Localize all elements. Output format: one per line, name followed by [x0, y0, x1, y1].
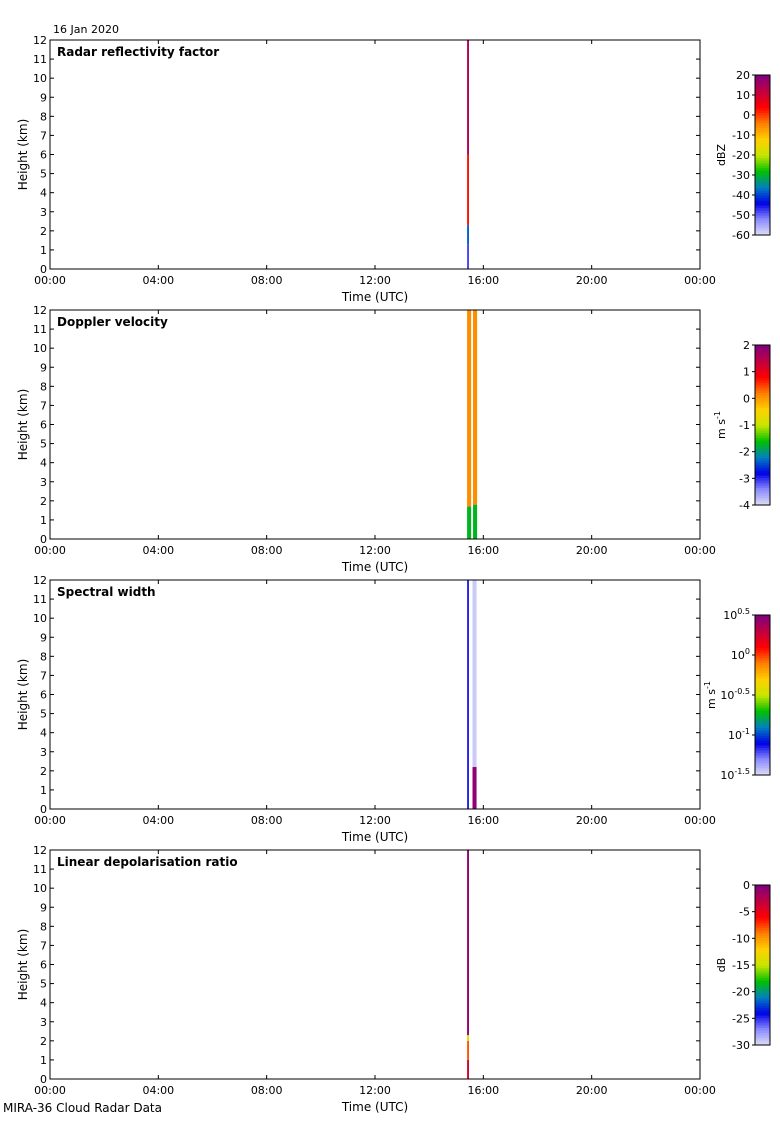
- footer-label: MIRA-36 Cloud Radar Data: [3, 1101, 162, 1115]
- x-tick-label: 20:00: [575, 814, 608, 827]
- plot-frame: [50, 850, 700, 1079]
- y-tick-label: 12: [33, 574, 47, 587]
- colorbar-tick-label: -1: [739, 419, 750, 432]
- y-tick-label: 0: [40, 1073, 47, 1086]
- y-tick-label: 1: [40, 513, 47, 527]
- colorbar-tick-label: -3: [739, 472, 750, 486]
- colorbar-unit-label: dBZ: [715, 143, 728, 167]
- y-tick-label: 6: [40, 688, 47, 702]
- x-axis-label: Time (UTC): [341, 290, 409, 304]
- x-tick-label: 12:00: [359, 544, 391, 557]
- panel-4: [16, 844, 770, 1114]
- colorbar-tick-label: -5: [739, 905, 750, 919]
- colorbar-tick-label: 1: [743, 365, 750, 379]
- y-tick-label: 3: [40, 1015, 47, 1029]
- x-tick-label: 04:00: [142, 1084, 175, 1097]
- y-tick-label: 2: [40, 764, 47, 778]
- y-tick-label: 11: [33, 53, 47, 67]
- y-tick-label: 2: [40, 494, 47, 508]
- colorbar-tick-label: 10: [736, 89, 750, 102]
- y-tick-label: 8: [40, 110, 47, 124]
- date-label: 16 Jan 2020: [53, 23, 119, 36]
- colorbar-tick-label: -30: [732, 169, 750, 182]
- colorbar-unit-label: m $s^{-1}$: [703, 681, 718, 709]
- y-tick-label: 7: [40, 399, 47, 413]
- y-tick-label: 0: [40, 803, 47, 816]
- x-tick-label: 12:00: [359, 814, 391, 827]
- colorbar-tick-label: -30: [732, 1039, 750, 1052]
- x-tick-label: 04:00: [142, 814, 175, 827]
- colorbar-tick-label: 0: [743, 392, 750, 406]
- x-axis-label: Time (UTC): [341, 830, 409, 844]
- y-tick-label: 1: [40, 243, 47, 257]
- panel-title: Spectral width: [57, 585, 156, 599]
- y-tick-label: 8: [40, 920, 47, 934]
- y-tick-label: 6: [40, 418, 47, 432]
- y-tick-label: 3: [40, 475, 47, 489]
- data-cell-3: [473, 580, 477, 767]
- x-axis-label: Time (UTC): [341, 1100, 409, 1114]
- y-tick-label: 6: [40, 958, 47, 972]
- y-axis-label: Height (km): [16, 388, 30, 461]
- y-tick-label: 7: [40, 669, 47, 683]
- y-tick-label: 11: [33, 323, 47, 337]
- colorbar-tick-label: 20: [736, 69, 750, 82]
- colorbar-tick-exponent: 0.5: [737, 607, 750, 616]
- y-tick-label: 8: [40, 650, 47, 664]
- y-tick-label: 11: [33, 593, 47, 607]
- x-tick-label: 00:00: [684, 814, 716, 827]
- x-tick-label: 08:00: [250, 544, 283, 557]
- x-tick-label: 16:00: [467, 1084, 500, 1097]
- colorbar-tick-label: 0: [743, 879, 750, 892]
- y-tick-label: 1: [40, 1053, 47, 1067]
- y-tick-label: 9: [40, 631, 47, 645]
- y-tick-label: 5: [40, 707, 47, 721]
- y-tick-label: 3: [40, 205, 47, 219]
- colorbar-tick-exponent: -0.5: [734, 687, 750, 696]
- data-cell-2: [467, 225, 469, 244]
- colorbar-unit-exponent: -1: [713, 411, 722, 420]
- colorbar-unit-exponent: -1: [703, 681, 712, 690]
- data-cell-1: [467, 507, 471, 539]
- panel-title: Doppler velocity: [57, 315, 168, 329]
- colorbar-tick-exponent: -1.5: [734, 767, 750, 776]
- y-axis-label: Height (km): [16, 658, 30, 731]
- x-tick-label: 00:00: [34, 274, 66, 287]
- x-tick-label: 16:00: [467, 544, 500, 557]
- colorbar-tick-label: -20: [732, 985, 750, 999]
- y-tick-label: 9: [40, 361, 47, 375]
- x-tick-label: 00:00: [34, 814, 66, 827]
- colorbar-tick-label: -50: [732, 209, 750, 222]
- colorbar-tick-label: 0: [743, 109, 750, 122]
- data-cell-3: [467, 1035, 469, 1041]
- data-cell-1: [467, 580, 469, 809]
- y-tick-label: 5: [40, 167, 47, 181]
- y-tick-label: 12: [33, 304, 47, 317]
- x-tick-label: 00:00: [684, 544, 716, 557]
- plot-frame: [50, 580, 700, 809]
- y-tick-label: 12: [33, 844, 47, 857]
- data-cell-4: [467, 850, 469, 1035]
- colorbar-tick-label: -10: [732, 932, 750, 946]
- colorbar-tick-label: -40: [732, 189, 750, 202]
- x-tick-label: 08:00: [250, 274, 283, 287]
- data-cell-3: [473, 505, 477, 539]
- colorbar-tick-label: $10^0$: [730, 647, 750, 662]
- colorbar-unit-label: dB: [715, 957, 728, 973]
- y-tick-label: 10: [33, 882, 47, 896]
- colorbar-tick-label: $10^{-0.5}$: [720, 687, 750, 702]
- y-tick-label: 6: [40, 148, 47, 162]
- data-cell-2: [467, 1041, 469, 1060]
- y-tick-label: 2: [40, 1034, 47, 1048]
- x-tick-label: 08:00: [250, 1084, 283, 1097]
- colorbar-tick-label: -15: [732, 959, 750, 972]
- y-tick-label: 5: [40, 977, 47, 991]
- y-tick-label: 0: [40, 533, 47, 546]
- panel-2: [16, 304, 770, 574]
- y-axis-label: Height (km): [16, 118, 30, 191]
- y-tick-label: 7: [40, 939, 47, 953]
- colorbar-tick-label: -60: [732, 229, 750, 242]
- colorbar-tick-label: -25: [732, 1012, 750, 1026]
- colorbar-tick-label: 2: [743, 339, 750, 352]
- y-tick-label: 5: [40, 437, 47, 451]
- panel-3: [16, 574, 770, 844]
- y-tick-label: 4: [40, 456, 47, 470]
- colorbar-tick-label: $10^{-1}$: [728, 727, 750, 742]
- x-tick-label: 00:00: [34, 544, 66, 557]
- data-cell-4: [467, 40, 469, 155]
- x-tick-label: 00:00: [34, 1084, 66, 1097]
- x-tick-label: 04:00: [142, 544, 175, 557]
- colorbar-tick-label: -2: [739, 445, 750, 459]
- y-tick-label: 2: [40, 224, 47, 238]
- y-axis-label: Height (km): [16, 928, 30, 1001]
- panel-title: Linear depolarisation ratio: [57, 855, 238, 869]
- data-cell-2: [473, 767, 477, 809]
- data-cell-3: [467, 155, 469, 226]
- y-tick-label: 1: [40, 783, 47, 797]
- y-tick-label: 9: [40, 91, 47, 105]
- y-tick-label: 10: [33, 612, 47, 626]
- y-tick-label: 9: [40, 901, 47, 915]
- colorbar-unit-label: m $s^{-1}$: [713, 411, 728, 439]
- y-tick-label: 4: [40, 726, 47, 740]
- plot-frame: [50, 310, 700, 539]
- x-axis-label: Time (UTC): [341, 560, 409, 574]
- x-tick-label: 08:00: [250, 814, 283, 827]
- y-tick-label: 10: [33, 72, 47, 86]
- y-tick-label: 3: [40, 745, 47, 759]
- x-tick-label: 16:00: [467, 814, 500, 827]
- colorbar-tick-exponent: 0: [744, 647, 750, 656]
- y-tick-label: 7: [40, 129, 47, 143]
- data-cell-2: [467, 310, 471, 507]
- colorbar-tick-exponent: -1: [742, 727, 750, 736]
- y-tick-label: 11: [33, 863, 47, 877]
- x-tick-label: 00:00: [684, 1084, 716, 1097]
- colorbar-tick-label: $10^{-1.5}$: [720, 767, 750, 782]
- x-tick-label: 12:00: [359, 274, 391, 287]
- panel-1: [16, 34, 770, 304]
- x-tick-label: 20:00: [575, 1084, 608, 1097]
- data-cell-1: [467, 1060, 469, 1079]
- x-tick-label: 20:00: [575, 544, 608, 557]
- x-tick-label: 00:00: [684, 274, 716, 287]
- colorbar-tick-label: -10: [732, 129, 750, 142]
- colorbar-tick-label: -20: [732, 149, 750, 162]
- x-tick-label: 12:00: [359, 1084, 391, 1097]
- x-tick-label: 20:00: [575, 274, 608, 287]
- y-tick-label: 4: [40, 996, 47, 1010]
- data-cell-4: [473, 310, 477, 505]
- y-tick-label: 10: [33, 342, 47, 356]
- data-cell-1: [467, 244, 469, 269]
- y-tick-label: 4: [40, 186, 47, 200]
- colorbar-tick-label: $10^{0.5}$: [723, 607, 750, 622]
- y-tick-label: 0: [40, 263, 47, 276]
- plot-frame: [50, 40, 700, 269]
- panel-title: Radar reflectivity factor: [57, 45, 220, 59]
- x-tick-label: 16:00: [467, 274, 500, 287]
- y-tick-label: 12: [33, 34, 47, 47]
- x-tick-label: 04:00: [142, 274, 175, 287]
- colorbar-tick-label: -4: [739, 499, 750, 512]
- y-tick-label: 8: [40, 380, 47, 394]
